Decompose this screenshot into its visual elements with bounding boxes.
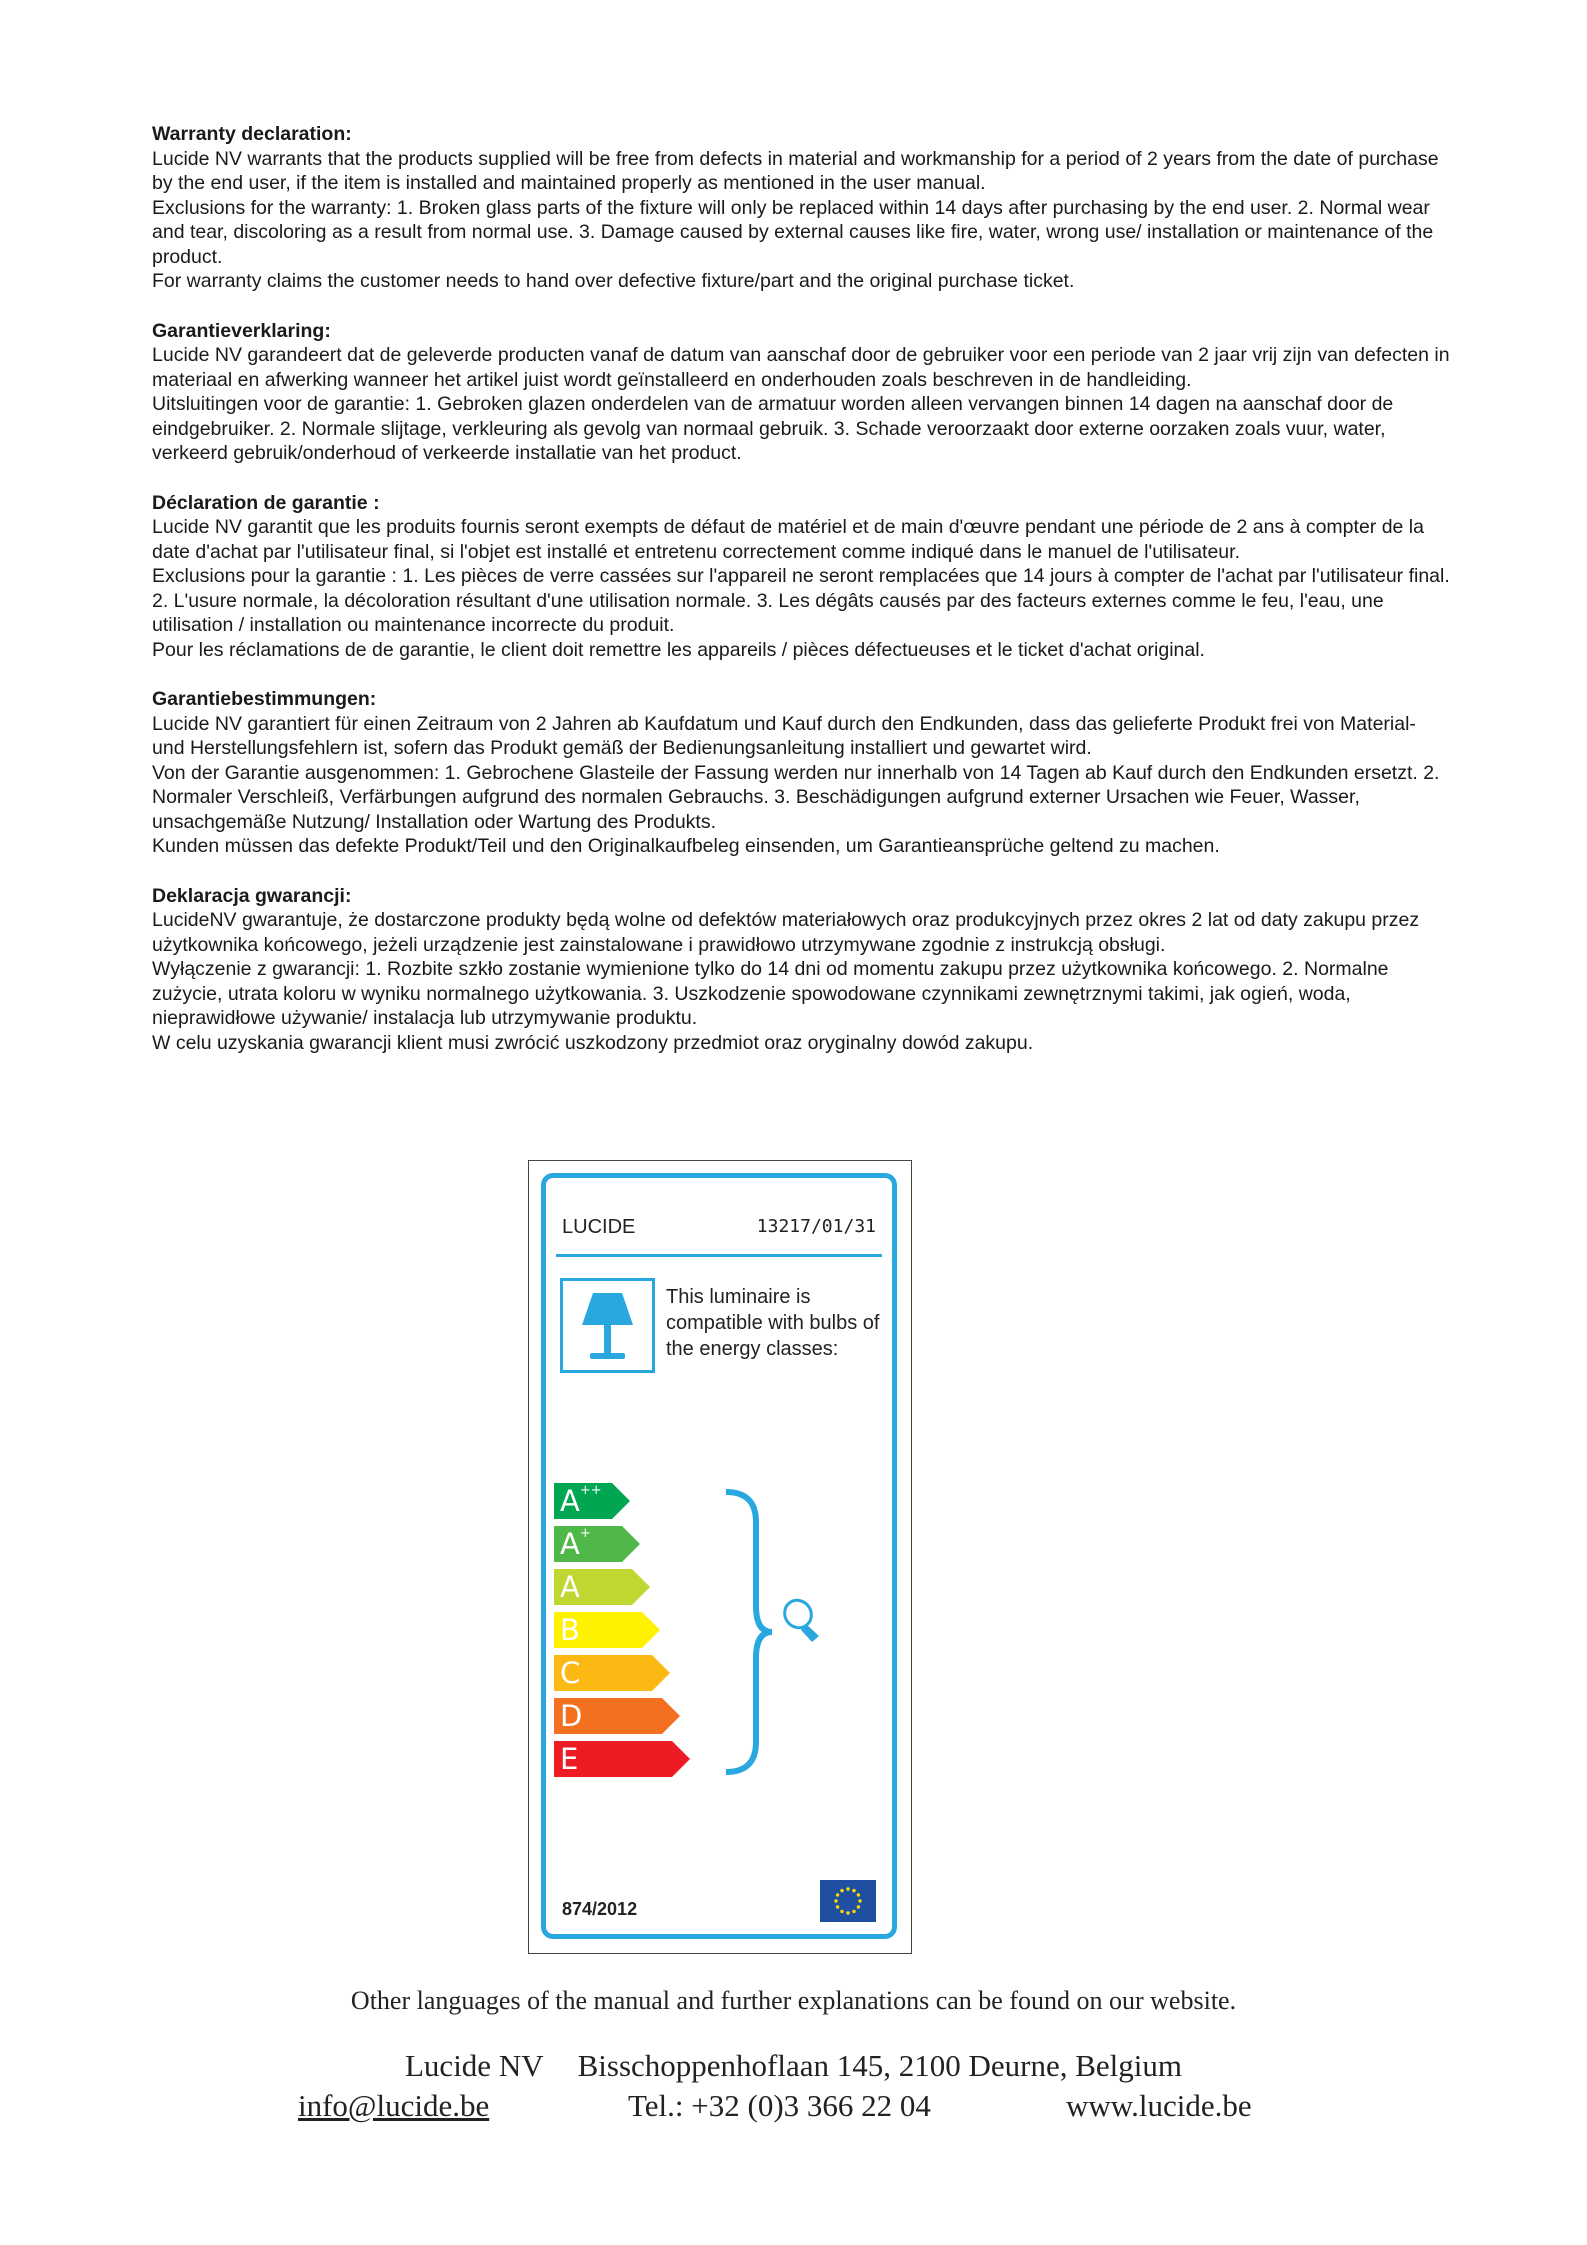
energy-class-bar (554, 1698, 684, 1734)
energy-class-bar (554, 1741, 694, 1777)
energy-class-letter: E (560, 1742, 579, 1776)
section-title: Déclaration de garantie : (152, 491, 380, 514)
label-divider (556, 1254, 882, 1257)
energy-class-letter: A (560, 1570, 580, 1604)
section-title: Garantieverklaring: (152, 319, 331, 342)
section-paragraph: Von der Garantie ausgenommen: 1. Gebrochene Glasteile der Fassung werden nur innerhalb von 14 Tagen ab Kauf durch den Endkunden ersetzt. 2. Normaler Verschleiß, Verfärbungen aufgrund des normalen Gebrauchs. 3. Beschädigungen aufgrund externer Ursachen wie Feuer, Wasser, unsachgemäße Nutzung/ Installation oder Wartung des Produkts. (152, 761, 1440, 833)
phone-number: Tel.: +32 (0)3 366 22 04 (628, 2088, 931, 2123)
section-paragraph: Exclusions for the warranty: 1. Broken glass parts of the fixture will only be replaced within 14 days after purchasing by the end user. 2. Normal wear and tear, discoloring as a result from normal use. 3. Damage caused by external causes like fire, water, wrong use/ installation or maintenance of the product. (152, 196, 1434, 268)
energy-class-letter: D (560, 1699, 583, 1733)
section-paragraph: Wyłączenie z gwarancji: 1. Rozbite szkło zostanie wymienione tylko do 14 dni od momentu zakupu przez użytkownika końcowego. 2. Normalne zużycie, utrata koloru w wyniku normalnego użytkowania. 3. Uszkodzenie spowodowane czynnikami zewnętrznymi takimi, jak ogień, woda, nieprawidłowe używanie/ instalacja lub utrzymywanie produktu. (152, 958, 1389, 1029)
regulation-number: 874/2012 (562, 1899, 638, 1919)
energy-class-bar (554, 1655, 674, 1691)
warranty-section-fr (152, 491, 1452, 663)
section-paragraph: Lucide NV warrants that the products supplied will be free from defects in material and workmanship for a period of 2 years from the date of purchase by the end user, if the item is installed and maintained properly as mentioned in the user manual. (152, 147, 1439, 194)
light-bulb-icon (779, 1595, 819, 1642)
section-paragraph: Uitsluitingen voor de garantie: 1. Gebroken glazen onderdelen van de armatuur worden alleen vervangen binnen 14 dagen na aanschaf door de eindgebruiker. 2. Normale slijtage, verkleuring als gevolg van normaal gebruik. 3. Schade veroorzaakt door externe oorzaken zoals vuur, water, verkeerd gebruik/onderhoud of verkeerde installatie van het product. (152, 393, 1394, 464)
energy-class-letter: A+ (560, 1526, 591, 1561)
company-name: Lucide NV (405, 2048, 544, 2083)
bracket-and-bulb-icon (726, 1488, 846, 1778)
section-paragraph: Lucide NV garantit que les produits fournis seront exempts de défaut de matériel et de main d'œuvre pendant une période de 2 ans à compter de la date d'achat par l'utilisateur final, si l'objet est installé et entretenu correctement comme indiqué dans le manuel de l'utilisateur. (152, 516, 1424, 563)
label-product-code: 13217/01/31 (756, 1216, 876, 1237)
table-lamp-icon (563, 1281, 652, 1370)
section-paragraph: Kunden müssen das defekte Produkt/Teil und den Originalkaufbeleg einsenden, um Garantieansprüche geltend zu machen. (152, 835, 1220, 857)
energy-class-bar (554, 1569, 654, 1605)
eu-flag-icon (820, 1880, 876, 1922)
section-paragraph: For warranty claims the customer needs to hand over defective fixture/part and the original purchase ticket. (152, 270, 1075, 292)
section-paragraph: Lucide NV garandeert dat de geleverde producten vanaf de datum van aanschaf door de gebruiker voor een periode van 2 jaar vrij zijn van defecten in materiaal en afwerking wanneer het artikel juist wordt geïnstalleerd en onderhouden zoals beschreven in de handleiding. (152, 344, 1450, 391)
warranty-text (152, 122, 1452, 1080)
energy-class-letter: B (560, 1613, 580, 1647)
section-title: Garantiebestimmungen: (152, 688, 377, 710)
energy-label-border (541, 1173, 897, 1939)
company-address: Bisschoppenhoflaan 145, 2100 Deurne, Belgium (577, 2048, 1182, 2083)
section-title: Deklaracja gwarancji: (152, 884, 352, 907)
energy-class-letter: A++ (560, 1483, 602, 1518)
label-brand: LUCIDE (562, 1216, 636, 1238)
section-paragraph: Lucide NV garantiert für einen Zeitraum von 2 Jahren ab Kaufdatum und Kauf durch den Endkunden, dass das gelieferte Produkt frei von Material- und Herstellungsfehlern ist, sofern das Produkt gemäß der Bedienungsanleitung installiert und gewartet wird. (152, 712, 1416, 759)
energy-class-bar (554, 1483, 634, 1519)
compatibility-text: This luminaire is compatible with bulbs of the energy classes: (666, 1286, 880, 1360)
section-paragraph: Exclusions pour la garantie : 1. Les pièces de verre cassées sur l'appareil ne seront remplacées que 14 jours à compter de l'achat par l'utilisateur final. 2. L'usure normale, la décoloration résultant d'une utilisation normale. 3. Les dégâts causés par des facteurs externes comme le feu, l'eau, une utilisation / installation ou maintenance incorrecte du produit. (152, 565, 1450, 636)
warranty-section-nl (152, 319, 1452, 466)
email-link[interactable]: info@lucide.be (298, 2088, 490, 2123)
section-title: Warranty declaration: (152, 123, 352, 145)
energy-class-bar (554, 1612, 664, 1648)
footer-note: Other languages of the manual and further explanations can be found on our website. (350, 1986, 1237, 2015)
section-paragraph: Pour les réclamations de de garantie, le client doit remettre les appareils / pièces défectueuses et le ticket d'achat original. (152, 638, 1205, 661)
warranty-section-pl (152, 884, 1452, 1056)
energy-class-bar (554, 1526, 644, 1562)
company-address-line (0, 2048, 1587, 2084)
website-link[interactable]: www.lucide.be (1066, 2088, 1252, 2123)
lamp-icon-box (560, 1278, 655, 1373)
energy-class-letter: C (560, 1656, 581, 1690)
section-paragraph: LucideNV gwarantuje, że dostarczone produkty będą wolne od defektów materiałowych oraz produkcyjnych przez okres 2 lat od daty zakupu przez użytkownika końcowego, jeżeli urządzenie jest zainstalowane i prawidłowo utrzymywane zgodnie z instrukcją obsługi. (152, 909, 1420, 956)
warranty-section-en (152, 122, 1452, 294)
warranty-section-de (152, 687, 1452, 859)
section-paragraph: W celu uzyskania gwarancji klient musi zwrócić uszkodzony przedmiot oraz oryginalny dowód zakupu. (152, 1031, 1034, 1054)
energy-label (528, 1160, 912, 1954)
